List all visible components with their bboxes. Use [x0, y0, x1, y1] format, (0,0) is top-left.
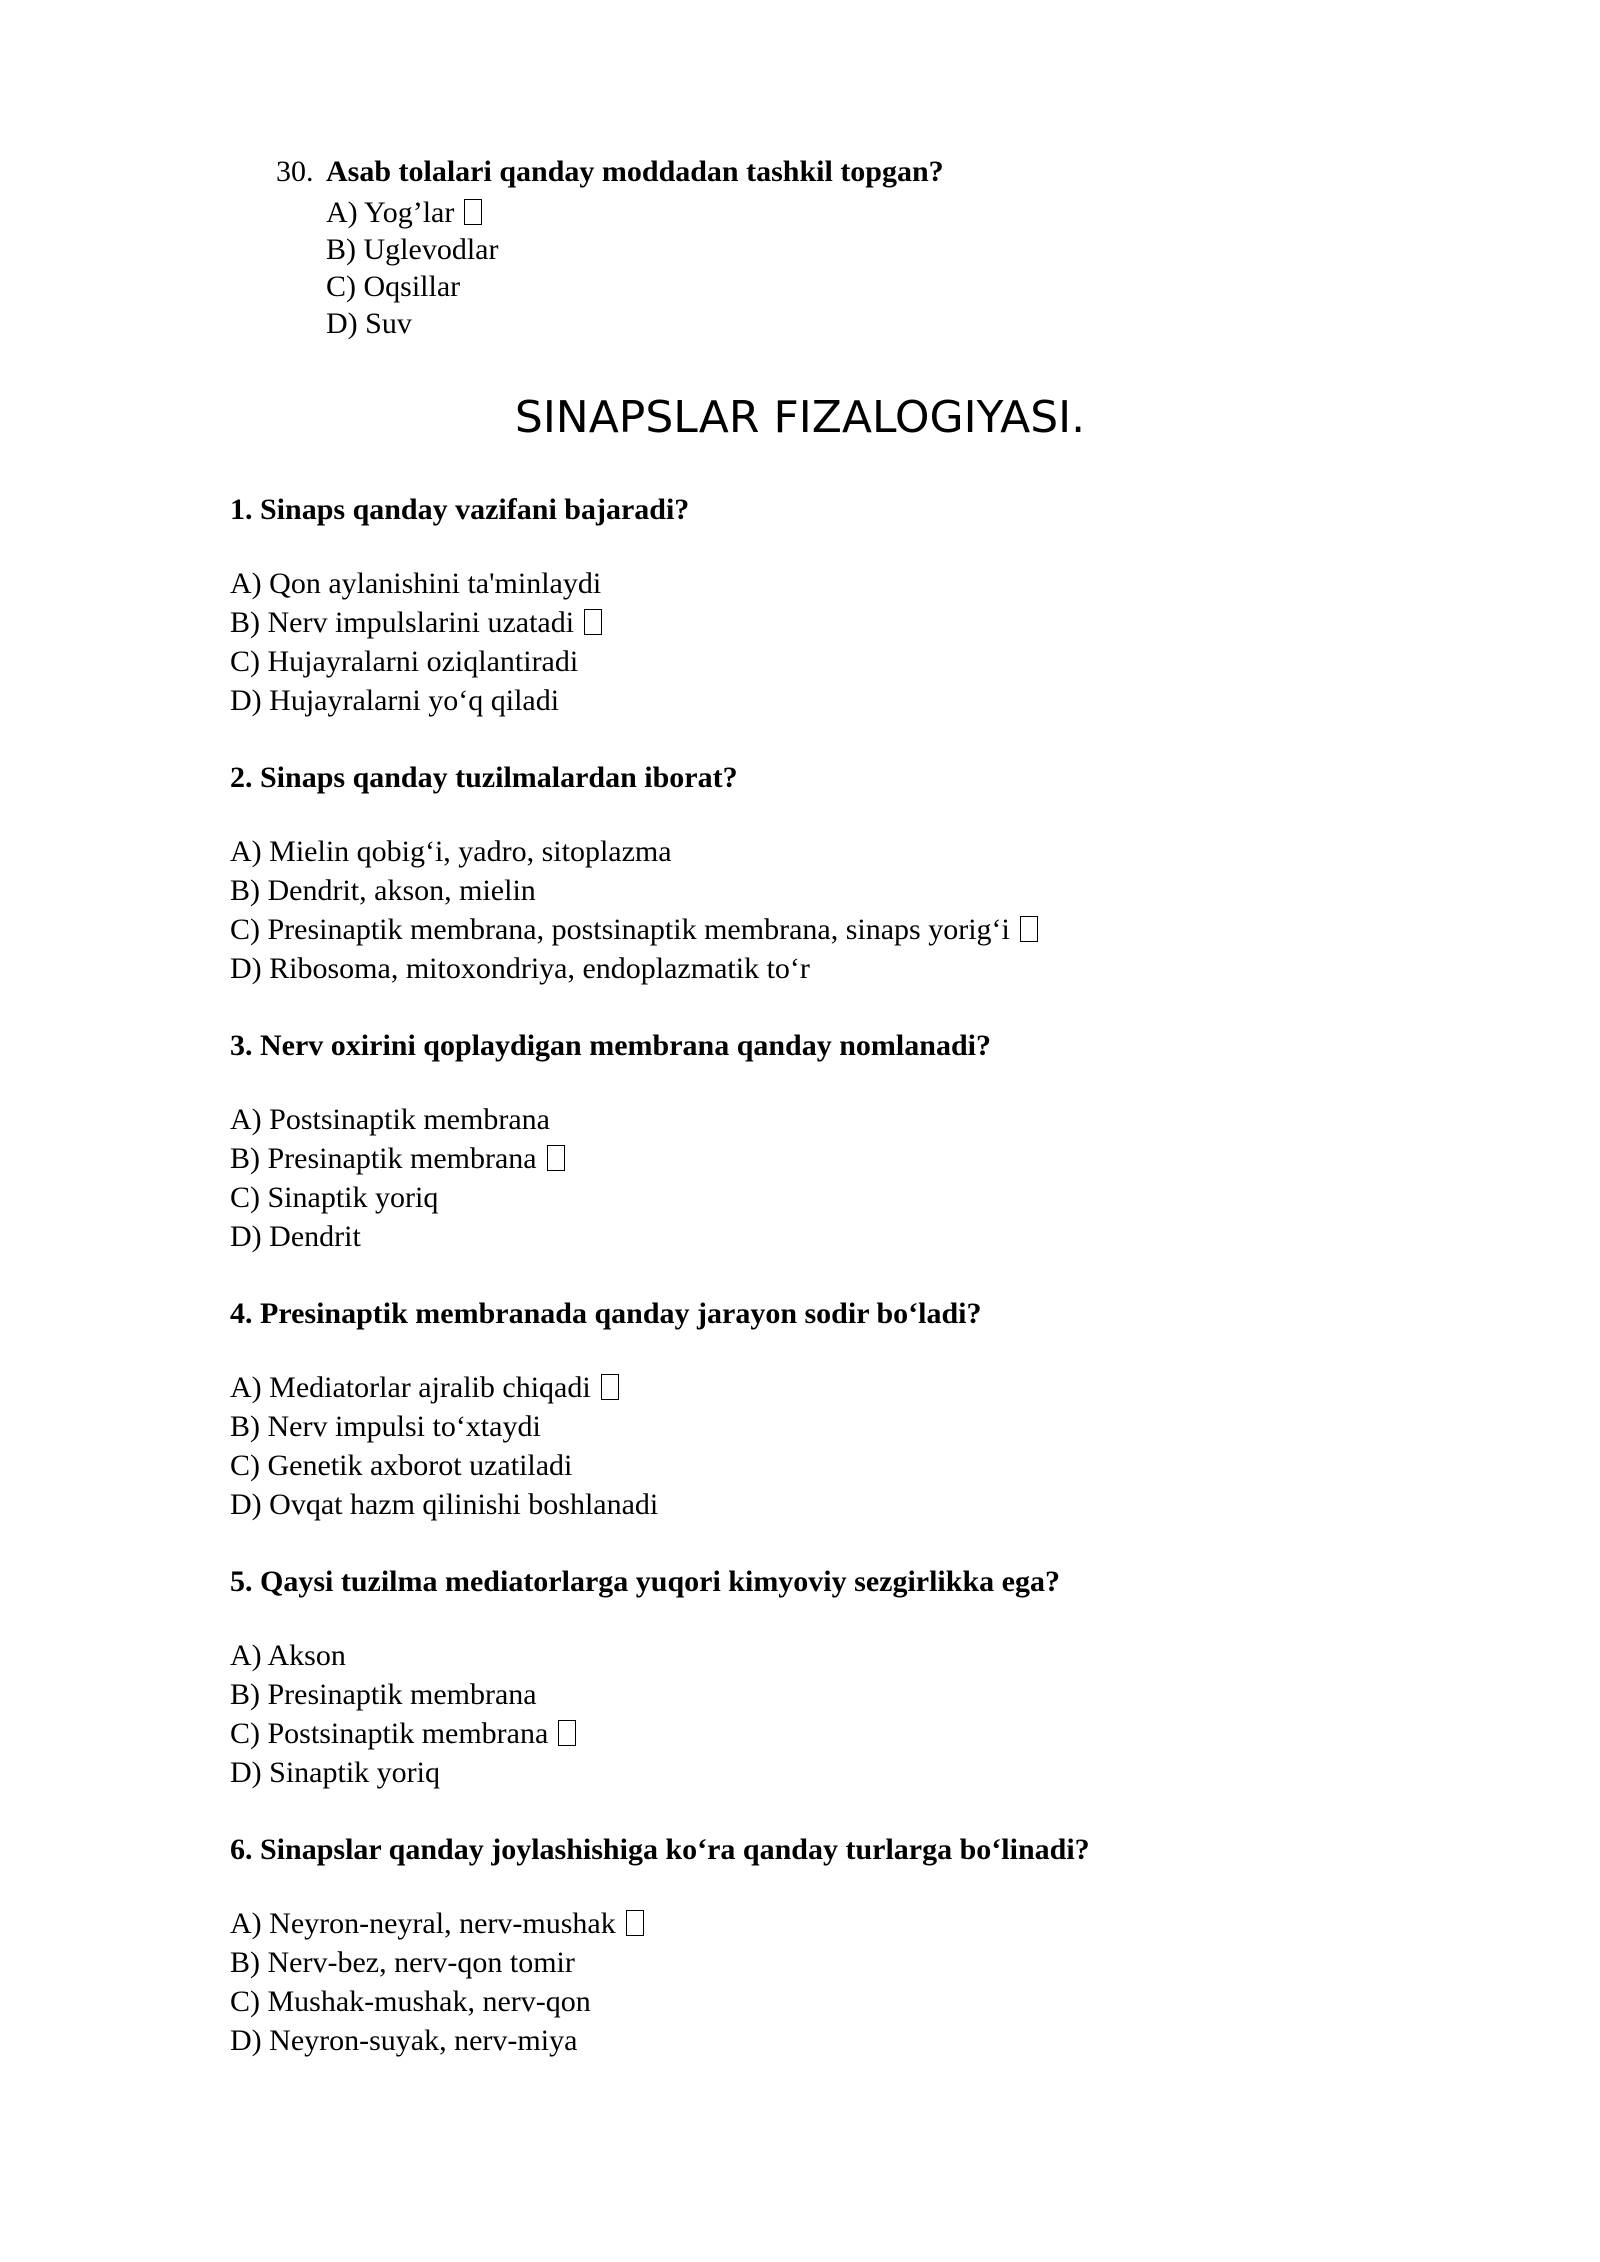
question-30-title	[276, 150, 1376, 194]
answer-option-label: C) Mushak-mushak, nerv-qon	[230, 1985, 591, 2018]
question-title: 4. Presinaptik membranada qanday jarayon sodir boʻladi?	[230, 1297, 982, 1330]
question-30-text: Asab tolalari qanday moddadan tashkil topgan?	[326, 155, 944, 188]
answer-option	[230, 1753, 1380, 1792]
question-30-number: 30.	[276, 155, 314, 188]
answer-option-label: D) Sinaptik yoriq	[230, 1756, 440, 1789]
answer-mark-icon	[626, 1910, 644, 1936]
answer-option	[230, 1675, 1380, 1714]
answer-option	[230, 2021, 1380, 2060]
answer-option	[230, 642, 1380, 681]
question-6	[230, 1830, 1380, 2098]
answer-option-label: C) Postsinaptik membrana	[230, 1717, 549, 1750]
answer-option-label: C) Hujayralarni oziqlantiradi	[230, 645, 579, 678]
question-30	[276, 150, 1376, 342]
section-title: SINAPSLAR FIZALOGIYASI.	[514, 392, 1086, 443]
answer-option	[230, 681, 1380, 720]
answer-option-label: D) Ribosoma, mitoxondriya, endoplazmatik toʻr	[230, 952, 810, 985]
question-title: 2. Sinaps qanday tuzilmalardan iborat?	[230, 761, 738, 794]
answer-option	[230, 1636, 1380, 1675]
answer-option	[326, 268, 1376, 305]
answer-option-label: A) Neyron-neyral, nerv-mushak	[230, 1907, 616, 1940]
question-2	[230, 758, 1380, 1026]
question-1	[230, 490, 1380, 758]
answer-option-label: B) Nerv impulsi toʻxtaydi	[230, 1410, 541, 1443]
answer-mark-icon	[584, 609, 602, 635]
question-title: 1. Sinaps qanday vazifani bajaradi?	[230, 493, 690, 526]
answer-option	[326, 231, 1376, 268]
question-title: 3. Nerv oxirini qoplaydigan membrana qanday nomlanadi?	[230, 1029, 991, 1062]
question-30-options	[326, 194, 1376, 342]
answer-option	[230, 1943, 1380, 1982]
answer-option-label: C) Oqsillar	[326, 270, 461, 303]
answer-mark-icon	[547, 1145, 565, 1171]
answer-option-label: D) Ovqat hazm qilinishi boshlanadi	[230, 1488, 659, 1521]
answer-mark-icon	[464, 199, 482, 225]
answer-option-label: B) Presinaptik membrana	[230, 1142, 537, 1175]
answer-option-label: A) Akson	[230, 1639, 346, 1672]
answer-option-label: B) Uglevodlar	[326, 233, 499, 266]
answer-option-label: C) Presinaptik membrana, postsinaptik membrana, sinaps yorigʻi	[230, 913, 1010, 946]
answer-option-label: D) Neyron-suyak, nerv-miya	[230, 2024, 578, 2057]
answer-option	[230, 832, 1380, 871]
answer-option	[230, 1178, 1380, 1217]
answer-option	[230, 603, 1380, 642]
question-5	[230, 1562, 1380, 1830]
answer-option-label: A) Qon aylanishini ta'minlaydi	[230, 567, 602, 600]
answer-option	[230, 1407, 1380, 1446]
question-title: 5. Qaysi tuzilma mediatorlarga yuqori kimyoviy sezgirlikka ega?	[230, 1565, 1060, 1598]
answer-mark-icon	[601, 1374, 619, 1400]
answer-option-label: D) Dendrit	[230, 1220, 361, 1253]
answer-mark-icon	[558, 1720, 576, 1746]
question-title: 6. Sinapslar qanday joylashishiga koʻra qanday turlarga boʻlinadi?	[230, 1833, 1090, 1866]
answer-option	[230, 1139, 1380, 1178]
answer-option-label: B) Presinaptik membrana	[230, 1678, 537, 1711]
answer-option	[230, 871, 1380, 910]
answer-option-label: D) Suv	[326, 307, 412, 340]
answer-option	[230, 910, 1380, 949]
question-4	[230, 1294, 1380, 1562]
answer-option-label: C) Genetik axborot uzatiladi	[230, 1449, 573, 1482]
answer-mark-icon	[1020, 916, 1038, 942]
answer-option-label: A) Mediatorlar ajralib chiqadi	[230, 1371, 591, 1404]
question-list	[230, 490, 1380, 2098]
answer-option-label: D) Hujayralarni yoʻq qiladi	[230, 684, 560, 717]
answer-option	[230, 1100, 1380, 1139]
answer-option-label: A) Mielin qobigʻi, yadro, sitoplazma	[230, 835, 672, 868]
question-3	[230, 1026, 1380, 1294]
answer-option	[230, 1982, 1380, 2021]
answer-option	[326, 194, 1376, 231]
answer-option	[230, 1714, 1380, 1753]
answer-option	[230, 1904, 1380, 1943]
answer-option	[230, 1368, 1380, 1407]
answer-option	[326, 305, 1376, 342]
answer-option-label: A) Yog’lar	[326, 196, 455, 229]
answer-option	[230, 1485, 1380, 1524]
answer-option-label: B) Dendrit, akson, mielin	[230, 874, 536, 907]
answer-option-label: B) Nerv impulslarini uzatadi	[230, 606, 575, 639]
answer-option-label: B) Nerv-bez, nerv-qon tomir	[230, 1946, 575, 1979]
answer-option-label: C) Sinaptik yoriq	[230, 1181, 439, 1214]
answer-option	[230, 564, 1380, 603]
answer-option	[230, 1217, 1380, 1256]
answer-option	[230, 1446, 1380, 1485]
answer-option	[230, 949, 1380, 988]
answer-option-label: A) Postsinaptik membrana	[230, 1103, 550, 1136]
